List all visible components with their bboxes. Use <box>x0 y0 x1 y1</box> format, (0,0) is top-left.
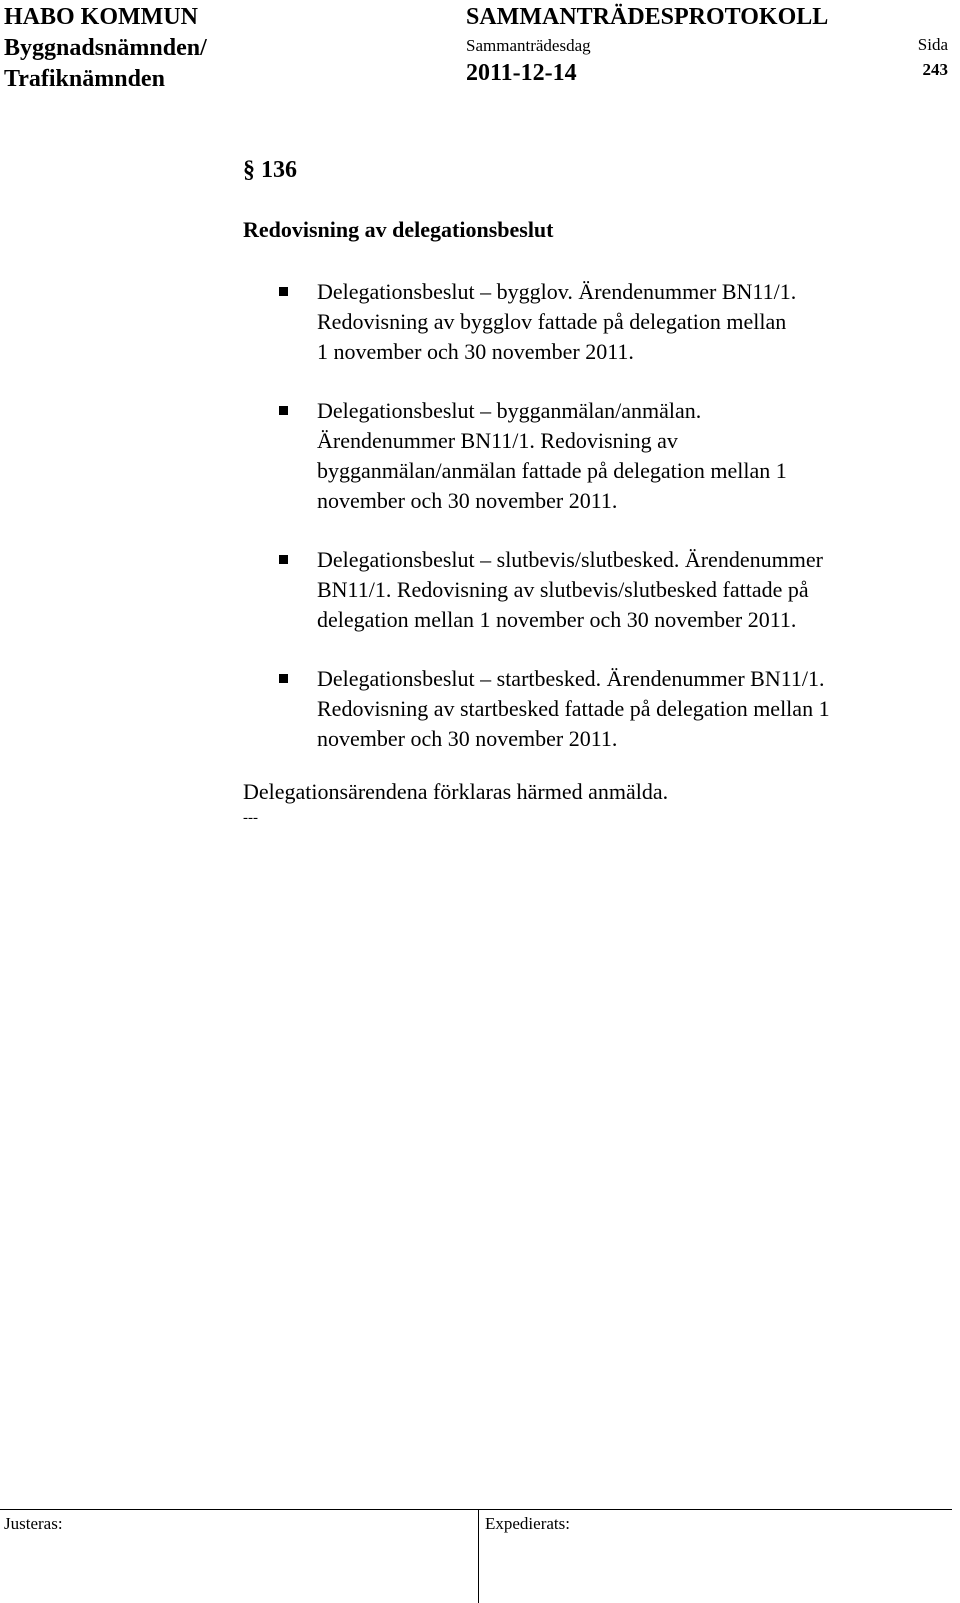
page-number: 243 <box>922 60 948 79</box>
list-item-line: Delegationsbeslut – startbesked. Ärendenummer BN11/1. <box>317 666 825 691</box>
section-number: § 136 <box>243 157 297 183</box>
list-item-line: november och 30 november 2011. <box>317 488 618 513</box>
list-item <box>243 664 943 754</box>
organization-block <box>4 2 207 95</box>
list-item-line: november och 30 november 2011. <box>317 726 618 751</box>
end-mark: --- <box>243 810 258 826</box>
decision-list <box>243 277 943 783</box>
list-item <box>243 277 943 367</box>
conclusion-text: Delegationsärendena förklaras härmed anmälda. <box>243 779 669 804</box>
committee-name-line1: Byggnadsnämnden/ <box>4 35 207 61</box>
square-bullet-icon <box>279 555 288 564</box>
square-bullet-icon <box>279 406 288 415</box>
verified-label: Justeras: <box>4 1514 63 1533</box>
list-item-line: Delegationsbeslut – bygganmälan/anmälan. <box>317 398 702 423</box>
list-item-line: Redovisning av bygglov fattade på delegation mellan <box>317 309 787 334</box>
page-info-block <box>918 33 948 83</box>
footer-divider <box>478 1509 479 1603</box>
list-item-line: Redovisning av startbesked fattade på delegation mellan 1 <box>317 696 830 721</box>
list-item-line: Ärendenummer BN11/1. Redovisning av <box>317 428 678 453</box>
list-item-line: delegation mellan 1 november och 30 november 2011. <box>317 607 797 632</box>
meeting-date-label: Sammanträdesdag <box>466 36 591 55</box>
list-item-line: BN11/1. Redovisning av slutbevis/slutbesked fattade på <box>317 577 809 602</box>
document-title: SAMMANTRÄDESPROTOKOLL <box>466 4 829 30</box>
list-item <box>243 396 943 516</box>
committee-name-line2: Trafiknämnden <box>4 66 165 92</box>
list-item-line: 1 november och 30 november 2011. <box>317 339 634 364</box>
section-title: Redovisning av delegationsbeslut <box>243 217 554 242</box>
document-info-block <box>466 2 828 88</box>
list-item-line: Delegationsbeslut – slutbevis/slutbesked. Ärendenummer <box>317 547 823 572</box>
list-item <box>243 545 943 635</box>
page-label: Sida <box>917 35 948 54</box>
org-name: HABO KOMMUN <box>4 4 198 30</box>
meeting-date: 2011-12-14 <box>466 60 577 86</box>
square-bullet-icon <box>279 674 288 683</box>
dispatched-label: Expedierats: <box>485 1514 570 1533</box>
square-bullet-icon <box>279 287 288 296</box>
list-item-line: Delegationsbeslut – bygglov. Ärendenummer BN11/1. <box>317 279 797 304</box>
list-item-line: bygganmälan/anmälan fattade på delegation mellan 1 <box>317 458 787 483</box>
footer-rule <box>0 1509 952 1510</box>
